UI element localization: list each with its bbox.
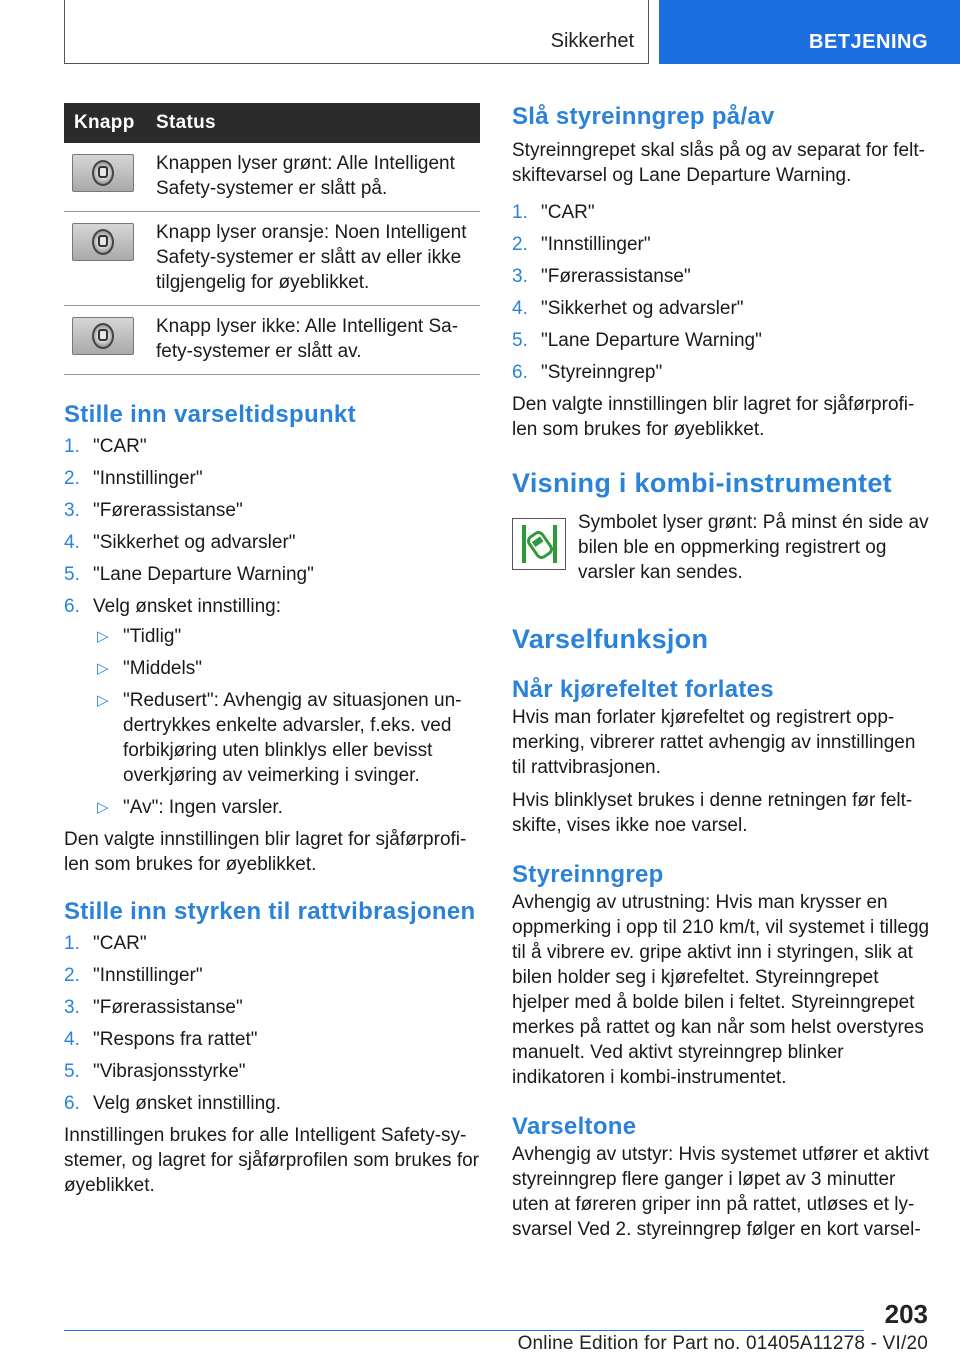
list-item: 4. "Sikkerhet og advarsler": [512, 298, 744, 319]
heading-vibration: Stille inn styrken til rattvibrasjonen: [64, 898, 476, 925]
page-number: 203: [884, 1299, 928, 1329]
warning-time-note: Den valgte innstillingen blir lagret for sjåførprofilen som brukes for øyeblikket.: [64, 829, 467, 875]
list-item: 4. "Respons fra rattet": [64, 1029, 258, 1050]
triangle-bullet-icon: ▷: [97, 799, 109, 816]
header-section-title: Sikkerhet: [550, 30, 634, 52]
table-row: [64, 306, 480, 375]
right-column: [512, 102, 932, 1242]
warning-time-steps: [64, 434, 480, 820]
safety-button-icon: [72, 154, 134, 192]
triangle-bullet-icon: ▷: [97, 692, 109, 709]
list-item: 3. "Førerassistanse": [64, 500, 243, 521]
list-item: ▷ "Middels": [97, 658, 202, 679]
list-item: 1. "CAR": [512, 202, 595, 223]
display-symbol-block: [512, 510, 932, 600]
steering-intro: Styreinngrepet skal slås på og av separat for feltskiftevarsel og Lane Departure Warning.: [512, 140, 925, 186]
list-item: 3. "Førerassistanse": [64, 997, 243, 1018]
table-cell-status: Knapp lyser ikke: Alle Intelligent Safety-systemer er slått av.: [156, 306, 480, 375]
heading-warning-function: Varselfunksjon: [512, 624, 709, 654]
table-row: [64, 212, 480, 306]
list-item: 5. "Vibrasjonsstyrke": [64, 1061, 246, 1082]
lane-leaving-text-1: Hvis man forlater kjørefeltet og registrert oppmerking, vibrerer rattet avhengig av innstillingen til rattvibrasjonen.: [512, 707, 916, 778]
table-header-button: Knapp: [64, 103, 156, 143]
header-section-box: [64, 0, 649, 64]
list-item: 5. "Lane Departure Warning": [64, 564, 314, 585]
heading-warning-tone: Varseltone: [512, 1113, 637, 1140]
steering-note: Den valgte innstillingen blir lagret for sjåførprofilen som brukes for øyeblikket.: [512, 394, 915, 440]
warning-time-options: [93, 624, 480, 820]
heading-display: Visning i kombi-instrumentet: [512, 468, 892, 498]
list-item: 1. "CAR": [64, 436, 147, 457]
footer-divider: [64, 1330, 864, 1331]
lane-leaving-text-2: Hvis blinklyset brukes i denne retningen før feltskifte, vises ikke noe varsel.: [512, 790, 913, 836]
table-header-row: [64, 103, 480, 143]
heading-intervention: Styreinngrep: [512, 861, 664, 888]
vibration-steps: [64, 931, 480, 1116]
list-item: 6. Velg ønsket innstilling.: [64, 1093, 281, 1114]
list-item: 2. "Innstillinger": [512, 234, 651, 255]
list-item: ▷ "Redusert": Avhengig av situasjonen undertrykkes enkelte advarsler, f.eks. ved forbikjøring uten blinklys eller bevisst overkjøring av veimerking i svinger.: [97, 690, 462, 786]
list-item: ▷ "Av": Ingen varsler.: [97, 797, 283, 818]
lane-departure-symbol-icon: [512, 518, 566, 570]
table-row: [64, 143, 480, 212]
left-column: [64, 103, 480, 1198]
edition-text: Online Edition for Part no. 01405A11278 - VI/20: [517, 1333, 928, 1354]
heading-warning-time: Stille inn varseltidspunkt: [64, 401, 356, 428]
vibration-note: Innstillingen brukes for alle Intelligent Safety-systemer, og lagret for sjåførprofilen som brukes for øyeblikket.: [64, 1125, 479, 1196]
triangle-bullet-icon: ▷: [97, 628, 109, 645]
list-item: 5. "Lane Departure Warning": [512, 330, 762, 351]
list-item: 1. "CAR": [64, 933, 147, 954]
list-item: ▷ "Tidlig": [97, 626, 182, 647]
table-cell-status: Knapp lyser oransje: Noen Intelligent Safety-systemer er slått av eller ikke tilgjengelig for øyeblikket.: [156, 212, 480, 306]
table-cell-status: Knappen lyser grønt: Alle Intelligent Safety-systemer er slått på.: [156, 143, 480, 212]
header-chapter-box: [659, 0, 960, 64]
header-chapter-title: BETJENING: [809, 31, 928, 53]
triangle-bullet-icon: ▷: [97, 660, 109, 677]
safety-button-icon: [72, 223, 134, 261]
list-item: 4. "Sikkerhet og advarsler": [64, 532, 296, 553]
list-item: 2. "Innstillinger": [64, 965, 203, 986]
table-header-status: Status: [156, 103, 480, 143]
list-item: 2. "Innstillinger": [64, 468, 203, 489]
steering-steps: [512, 200, 932, 385]
heading-lane-leaving: Når kjørefeltet forlates: [512, 676, 774, 703]
list-item: 6. "Styreinngrep": [512, 362, 663, 383]
list-item: 3. "Førerassistanse": [512, 266, 691, 287]
safety-button-icon: [72, 317, 134, 355]
intervention-text: Avhengig av utrustning: Hvis man krysser en oppmerking i opp til 210 km/t, vil systemet i tillegg til å vibrere ev. gripe aktivt inn i styringen, slik at bilen holder seg i kjørefeltet. Styreinngrepet hjelper med å bolde bilen i feltet. Styreinngrepet merkes på rattet og kan når som helst overstyres manuelt. Ved aktivt styreinngrep blinker indikatoren i kombi-instrumentet.: [512, 892, 930, 1088]
list-item: 6. Velg ønsket innstilling: ▷ "Tidlig" ▷ "Middels" ▷ "Redusert": Avhengig av situasjonen undertrykkes enkelte advarsler, f.eks. ved forbikjøring uten blinklys eller bevisst overkjøring av veimerking i svinger. ▷ "Av": Ingen varsler.: [64, 594, 480, 820]
status-table: [64, 103, 480, 375]
warning-tone-text: Avhengig av utstyr: Hvis systemet utfører et aktivt styreinngrep flere ganger i løpet av 3 minutter uten at føreren griper inn på rattet, utløses et lysvarsel Ved 2. styreinngrep følger en kort varsel-: [512, 1144, 929, 1240]
display-text: Symbolet lyser grønt: På minst én side av bilen ble en oppmerking registrert og varsler kan sendes.: [578, 512, 929, 583]
heading-steering-toggle: Slå styreinngrep på/av: [512, 103, 775, 130]
